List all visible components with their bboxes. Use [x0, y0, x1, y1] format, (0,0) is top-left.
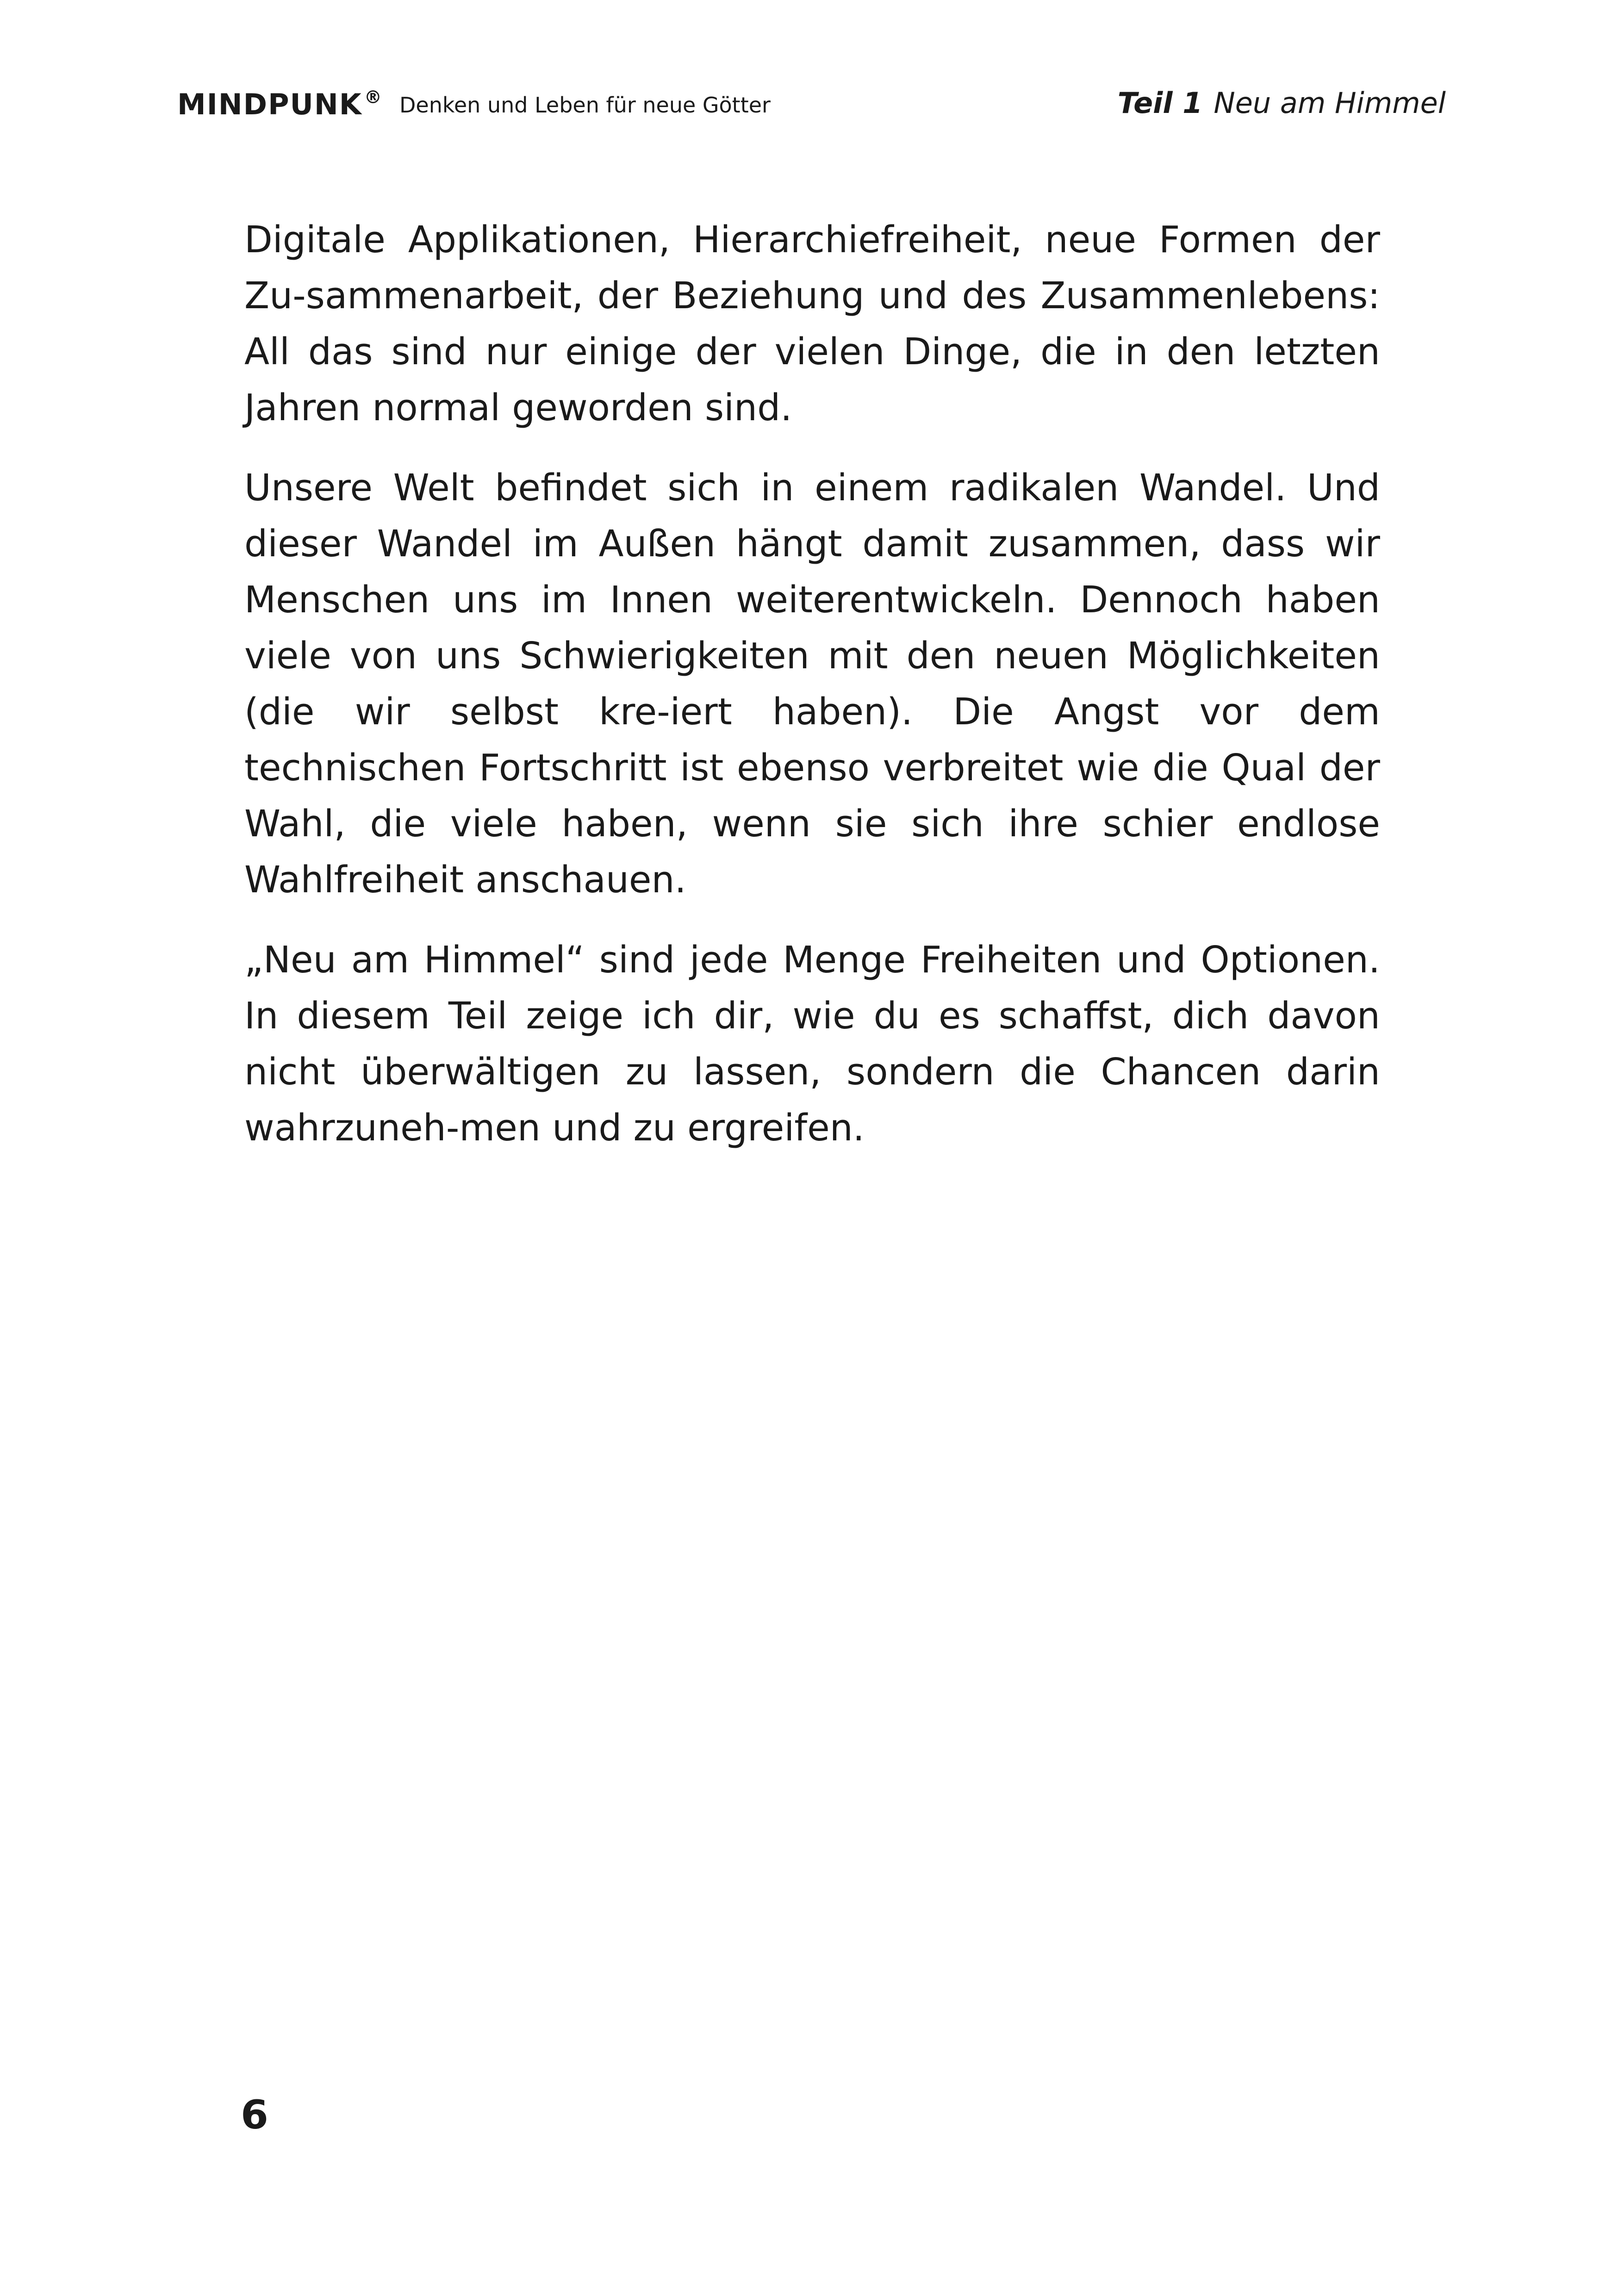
paragraph-1: Digitale Applikationen, Hierarchiefreiheit, neue Formen der Zu-sammenarbeit, der Beziehung und des Zusammenlebens: All das sind nur einige der vielen Dinge, die in den letzten Jahren normal geworden sind. [244, 218, 1380, 429]
part-heading [1118, 86, 1446, 120]
part-label: Teil 1 [1117, 86, 1203, 120]
brand-logo [177, 87, 383, 121]
part-title: Neu am Himmel [1214, 86, 1446, 120]
registered-mark: ® [364, 87, 383, 107]
paragraph-2: Unsere Welt befindet sich in einem radikalen Wandel. Und dieser Wandel im Außen hängt damit zusammen, dass wir Menschen uns im Innen weiterentwickeln. Dennoch haben viele von uns Schwierigkeiten mit den neuen Möglichkeiten (die wir selbst kre-iert haben). Die Angst vor dem technischen Fortschritt ist ebenso verbreitet wie die Qual der Wahl, die viele haben, wenn sie sich ihre schier endlose Wahlfreiheit anschauen. [244, 467, 1380, 901]
brand-name: MINDPUNK [177, 87, 362, 121]
tagline: Denken und Leben für neue Götter [399, 93, 771, 118]
paragraph-3: „Neu am Himmel“ sind jede Menge Freiheiten und Optionen. In diesem Teil zeige ich dir, wie du es schaffst, dich davon nicht überwältigen zu lassen, sondern die Chancen darin wahrzuneh-men und zu ergreifen. [244, 939, 1380, 1149]
page-number: 6 [241, 2092, 268, 2138]
body-text [244, 212, 1380, 1180]
running-header [177, 79, 1446, 134]
